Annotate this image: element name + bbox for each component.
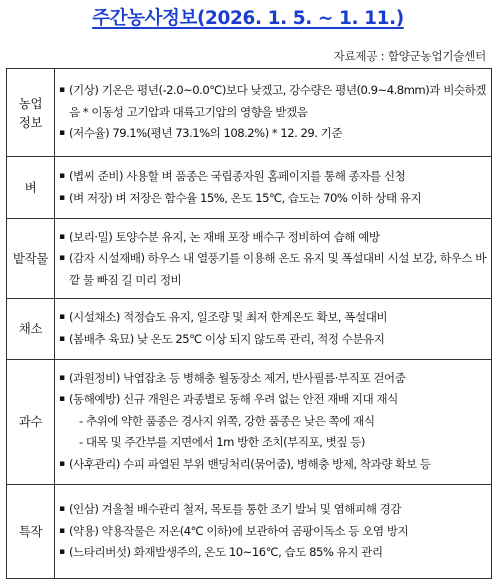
item-text: - 대목 및 주간부를 지면에서 1m 방한 조치(부직포, 볏짚 등) bbox=[79, 435, 365, 450]
category-label: 과수 bbox=[18, 414, 43, 430]
category-label: 특작 bbox=[18, 523, 43, 539]
list-item bbox=[59, 123, 486, 145]
list-item bbox=[59, 368, 486, 390]
section-row bbox=[7, 69, 492, 157]
content-cell bbox=[55, 157, 492, 219]
section-row bbox=[7, 484, 492, 578]
page-title-text: 주간농사정보(2026. 1. 5. ~ 1. 11.) bbox=[92, 8, 404, 29]
item-text: (약용) 약용작물은 저온(4℃ 이하)에 보관하여 곰팡이독소 등 오염 방지 bbox=[69, 523, 409, 538]
content-cell bbox=[55, 484, 492, 578]
category-cell bbox=[7, 219, 55, 299]
bullet-icon: ▪ bbox=[59, 231, 65, 242]
list-item bbox=[59, 389, 486, 411]
category-label: 채소 bbox=[18, 321, 43, 337]
content-cell bbox=[55, 299, 492, 359]
item-text: (느타리버섯) 화재발생주의, 온도 10~16℃, 습도 85% 유지 관리 bbox=[69, 545, 383, 560]
category-label: 밭작물 bbox=[12, 251, 49, 267]
list-item bbox=[59, 521, 486, 543]
bullet-icon: ▪ bbox=[59, 394, 65, 405]
category-label: 벼 bbox=[24, 180, 37, 196]
item-text: (볍씨 준비) 사용할 벼 품종은 국립종자원 홈페이지를 통해 종자를 신청 bbox=[69, 169, 406, 184]
category-label: 농업 정보 bbox=[18, 95, 43, 130]
list-item bbox=[59, 542, 486, 564]
sub-list-item bbox=[59, 432, 486, 454]
category-cell bbox=[7, 69, 55, 157]
list-item bbox=[59, 454, 486, 476]
bullet-icon: ▪ bbox=[59, 312, 65, 323]
item-text: (보리·밀) 토양수분 유지, 논 재배 포장 배수구 정비하여 습해 예방 bbox=[69, 229, 380, 244]
bullet-icon: ▪ bbox=[59, 504, 65, 515]
item-text: (사후관리) 수피 파열된 부위 밴딩처리(묶어줌), 병해충 방제, 착과량 확보 등 bbox=[69, 456, 431, 471]
list-item bbox=[59, 329, 486, 351]
item-text: (저수율) 79.1%(평년 73.1%의 108.2%) * 12. 29. 기준 bbox=[69, 126, 343, 141]
category-cell bbox=[7, 484, 55, 578]
bullet-icon: ▪ bbox=[59, 253, 65, 264]
category-cell bbox=[7, 299, 55, 359]
category-cell bbox=[7, 157, 55, 219]
item-text: (벼 저장) 벼 저장은 함수율 15%, 온도 15℃, 습도는 70% 이하 상태 유지 bbox=[69, 190, 422, 205]
list-item bbox=[59, 227, 486, 249]
section-row bbox=[7, 359, 492, 484]
section-row bbox=[7, 219, 492, 299]
list-item bbox=[59, 80, 486, 123]
section-row bbox=[7, 299, 492, 359]
page-title bbox=[0, 4, 496, 30]
content-cell bbox=[55, 69, 492, 157]
bullet-icon: ▪ bbox=[59, 547, 65, 558]
section-row bbox=[7, 157, 492, 219]
content-cell bbox=[55, 359, 492, 484]
bullet-icon: ▪ bbox=[59, 171, 65, 182]
bullet-icon: ▪ bbox=[59, 458, 65, 469]
item-text: (인삼) 겨울철 배수관리 철저, 목토를 통한 조기 발뇌 및 염해피해 경감 bbox=[69, 502, 401, 517]
item-text: (감자 시설재배) 하우스 내 열풍기를 이용해 온도 유지 및 폭설대비 시설 보강, 하우스 바깥 물 빠짐 길 미리 정비 bbox=[69, 251, 486, 287]
bullet-icon: ▪ bbox=[59, 372, 65, 383]
list-item bbox=[59, 166, 486, 188]
content-cell bbox=[55, 219, 492, 299]
bullet-icon: ▪ bbox=[59, 333, 65, 344]
item-text: (봄배추 육묘) 낮 온도 25℃ 이상 되지 않도록 관리, 적정 수분유지 bbox=[69, 331, 385, 346]
sub-list-item bbox=[59, 411, 486, 433]
item-text: (동해예방) 신규 개원은 과종별로 동해 우려 없는 안전 재배 지대 재식 bbox=[69, 392, 398, 407]
list-item bbox=[59, 307, 486, 329]
category-cell bbox=[7, 359, 55, 484]
item-text: (시설채소) 적정습도 유지, 일조량 및 최저 한계온도 확보, 폭설대비 bbox=[69, 310, 388, 325]
item-text: - 추위에 약한 품종은 경사지 위쪽, 강한 품종은 낮은 쪽에 재식 bbox=[79, 413, 375, 428]
bullet-icon: ▪ bbox=[59, 525, 65, 536]
list-item bbox=[59, 248, 486, 291]
bullet-icon: ▪ bbox=[59, 192, 65, 203]
farming-info-table bbox=[6, 68, 492, 579]
source-credit: 자료제공 : 함양군농업기술센터 bbox=[333, 49, 486, 63]
list-item bbox=[59, 499, 486, 521]
item-text: (과원정비) 낙엽잡초 등 병해충 월동장소 제거, 반사필름·부직포 걷어줌 bbox=[69, 370, 406, 385]
list-item bbox=[59, 188, 486, 210]
bullet-icon: ▪ bbox=[59, 128, 65, 139]
item-text: (기상) 기온은 평년(-2.0~0.0℃)보다 낮겠고, 강수량은 평년(0.9~4.8mm)과 비슷하겠음 * 이동성 고기압과 대륙고기압의 영향을 받겠음 bbox=[69, 83, 486, 119]
bullet-icon: ▪ bbox=[59, 85, 65, 96]
